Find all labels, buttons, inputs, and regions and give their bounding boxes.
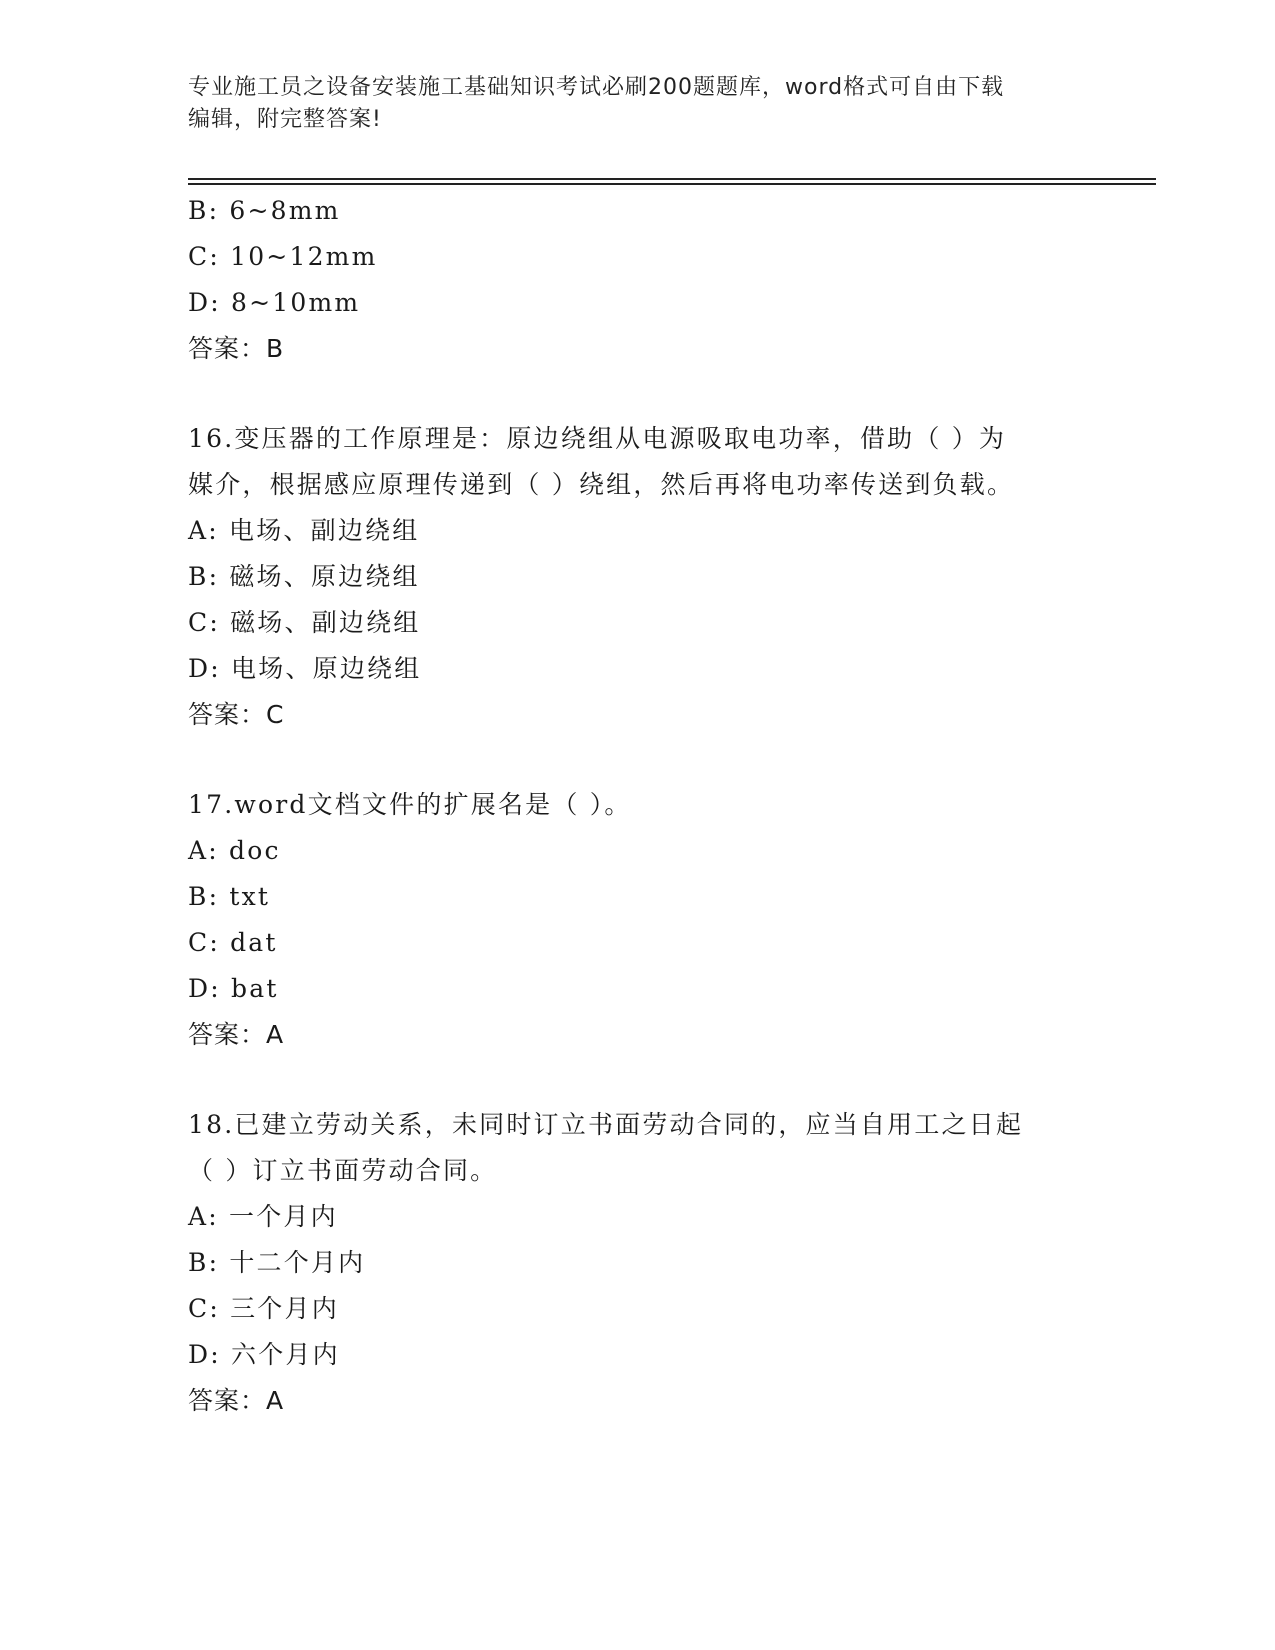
- question-stem-line-1: 18.已建立劳动关系，未同时订立书面劳动合同的，应当自用工之日起: [188, 1110, 1024, 1139]
- question-list: [188, 188, 1088, 1424]
- option-d: D: 电场、原边绕组: [188, 654, 422, 683]
- header-divider-bottom: [188, 183, 1156, 185]
- spacer: [188, 738, 1088, 782]
- answer: 答案：C: [188, 700, 285, 729]
- question-stem-line-1: 17.word文档文件的扩展名是（ ）。: [188, 790, 632, 819]
- answer: 答案：A: [188, 1020, 285, 1049]
- question-16: [188, 416, 1088, 738]
- question-stem-line-2: （ ）订立书面劳动合同。: [188, 1156, 498, 1185]
- answer: 答案：B: [188, 334, 285, 363]
- header-title-line-2: 编辑，附完整答案!: [188, 107, 382, 132]
- page-header: [188, 72, 1088, 136]
- option-c: C: 磁场、副边绕组: [188, 608, 421, 637]
- spacer: [188, 372, 1088, 416]
- option-b: B: 6~8mm: [188, 196, 341, 225]
- header-divider-top: [188, 178, 1156, 180]
- option-b: B: 磁场、原边绕组: [188, 562, 420, 591]
- option-d: D: 8~10mm: [188, 288, 361, 317]
- answer: 答案：A: [188, 1386, 285, 1415]
- question-stem-line-1: 16.变压器的工作原理是：原边绕组从电源吸取电功率，借助（ ）为: [188, 424, 1007, 453]
- question-15: [188, 188, 1088, 372]
- option-a: A: 一个月内: [188, 1202, 338, 1231]
- option-c: C: dat: [188, 928, 278, 957]
- option-b: B: txt: [188, 882, 271, 911]
- question-stem-line-2: 媒介，根据感应原理传递到（ ）绕组，然后再将电功率传送到负载。: [188, 470, 1015, 499]
- option-c: C: 10~12mm: [188, 242, 378, 271]
- option-c: C: 三个月内: [188, 1294, 339, 1323]
- option-a: A: 电场、副边绕组: [188, 516, 420, 545]
- header-title-line-1: 专业施工员之设备安装施工基础知识考试必刷200题题库，word格式可自由下载: [188, 75, 1005, 100]
- option-d: D: 六个月内: [188, 1340, 340, 1369]
- option-d: D: bat: [188, 974, 279, 1003]
- question-17: [188, 782, 1088, 1058]
- option-b: B: 十二个月内: [188, 1248, 366, 1277]
- option-a: A: doc: [188, 836, 281, 865]
- spacer: [188, 1058, 1088, 1102]
- question-18: [188, 1102, 1088, 1424]
